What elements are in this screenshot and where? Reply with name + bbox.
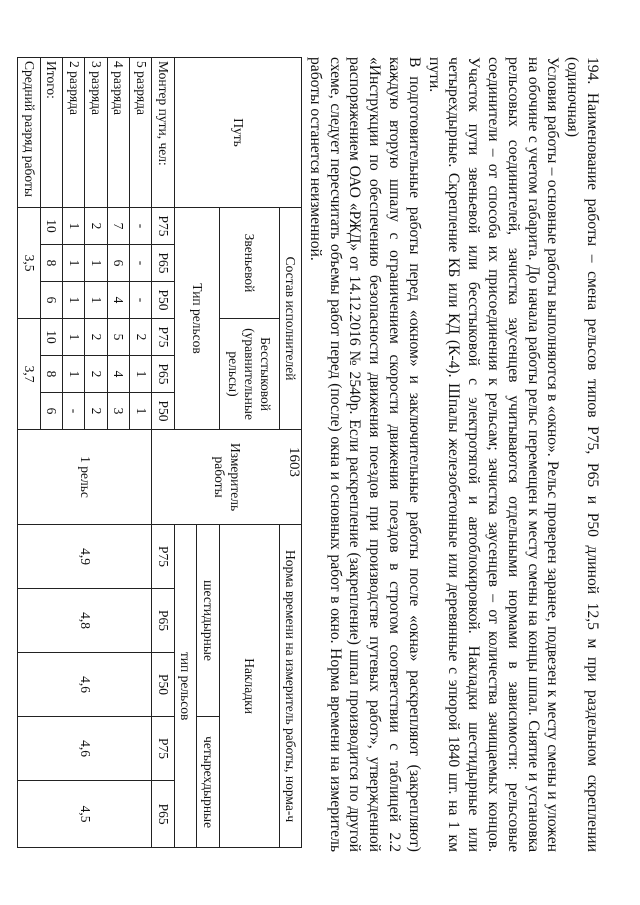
sredniy-value-besstykovoy: 3,7 (18, 319, 41, 430)
work-title: 194. Наименование работы – смена рельсов типов Р75, Р65 и Р50 длиной 12,5 м при раздельном скреплении (одиночная) (564, 57, 601, 852)
row-label-itogo: Итого: (40, 58, 62, 208)
table-cell: 2 (85, 393, 107, 430)
table-cell: - (130, 245, 152, 282)
norma-rail-type-cell: Р75 (152, 717, 174, 781)
norma-value-cell: 4,6 (18, 653, 152, 717)
table-cell: 10 (40, 319, 62, 356)
norma-rail-type-cell: Р75 (152, 525, 174, 589)
header-zvenevoy: Звеньевой (219, 208, 279, 319)
body-text (305, 57, 602, 852)
norma-rail-type-cell: Р50 (152, 653, 174, 717)
table-cell: - (62, 393, 84, 430)
norma-rail-type-cell: Р65 (152, 589, 174, 653)
table-cell: 1 (130, 393, 152, 430)
row-label-monter: Монтер пути, чел: (152, 58, 174, 208)
table-cell: 6 (107, 245, 129, 282)
page-number: 1603 (286, 447, 302, 477)
table-cell: 10 (40, 208, 62, 245)
norma-value-cell: 4,9 (18, 525, 152, 589)
table-cell: 1 (62, 319, 84, 356)
table-cell: 8 (40, 356, 62, 393)
table-cell: 1 (85, 245, 107, 282)
table-cell: 2 (85, 356, 107, 393)
row-label-4: 4 разряда (107, 58, 129, 208)
header-sostav: Состав исполнителей (279, 208, 301, 430)
table-cell: - (130, 208, 152, 245)
sredniy-value-zvenevoy: 3,5 (18, 208, 41, 319)
table-cell: 1 (62, 245, 84, 282)
header-nakladki: Накладки (219, 525, 279, 848)
table-cell: - (130, 282, 152, 319)
izmeritel-value: 1 рельс (18, 430, 152, 525)
norma-rail-type-cell: Р65 (152, 781, 174, 848)
rail-type-cell: Р50 (152, 393, 174, 430)
header-chetyrehdyrnye: четырехдырные (197, 717, 219, 848)
table-cell: 8 (40, 245, 62, 282)
table-cell: 3 (107, 393, 129, 430)
table-cell: 1 (85, 282, 107, 319)
table-cell: 6 (40, 393, 62, 430)
table-cell: 7 (107, 208, 129, 245)
norma-value-cell: 4,5 (18, 781, 152, 848)
table-cell: 4 (107, 282, 129, 319)
header-norma: Норма времени на измеритель работы, норма-ч (279, 525, 301, 848)
table-cell: 2 (130, 319, 152, 356)
rotated-page-content (7, 57, 602, 862)
preparatory-work-note: В подготовительные работы перед «окном» и заключительные работы после «окна» раскрепляют (закрепляют) каждую вторую шпалу с ограничением скорости движения поездов в строгом соответствии с таблицей 2.2 «Инструкции по обеспечению безопасности движения поездов при производстве путевых работ», утвержденной распоряжением ОАО «РЖД» от 14.12.2016 № 2540р. Если раскрепление (закрепление) шпал производится по другой схеме, следует пересчитать объемы работ перед (после) окна и основных работ в окно. Норма времени на измеритель работы останется неизменной. (306, 57, 423, 852)
header-izmeritel: Измеритель работы (152, 430, 302, 525)
rail-type-cell: Р75 (152, 208, 174, 245)
header-tip-relsov-norma: тип рельсов (174, 525, 196, 848)
table-cell: 2 (85, 208, 107, 245)
header-tip-relsov: Тип рельсов (174, 208, 219, 430)
table-cell: 4 (107, 356, 129, 393)
header-put: Путь (174, 58, 301, 208)
row-label-2: 2 разряда (62, 58, 84, 208)
table-cell: 1 (62, 282, 84, 319)
table-cell: 2 (85, 319, 107, 356)
row-label-3: 3 разряда (85, 58, 107, 208)
rail-type-cell: Р75 (152, 319, 174, 356)
row-label-5: 5 разряда (130, 58, 152, 208)
table-cell: 5 (107, 319, 129, 356)
table-cell: 1 (62, 356, 84, 393)
row-label-sredniy: Средний разряд работы (18, 58, 41, 208)
norm-table (17, 57, 302, 848)
norma-value-cell: 4,6 (18, 717, 152, 781)
table-cell: 1 (62, 208, 84, 245)
header-besstykovoy: Бесстыковой (уравнительные рельсы) (219, 319, 279, 430)
table-cell: 1 (130, 356, 152, 393)
table-cell: 6 (40, 282, 62, 319)
norma-value-cell: 4,8 (18, 589, 152, 653)
header-shestidyrnye: шестидырные (197, 525, 219, 717)
work-conditions: Условия работы – основные работы выполняются в «окно». Рельс проверен заранее, подвезен к месту смены и уложен на обочине с учетом габарита. До начала работы рельс перемещен к месту смены на концы шпал. Снятие и установка рельсовых соединителей, зачистка заусенцев учитываются отдельными нормами в зависимости: рельсовые соединители – от способа их присоединения к рельсам; зачистка заусенцев – от количества зачищаемых концов. Участок пути звеньевой или бесстыковой с электротягой и автоблокировкой. Накладки шестидырные или четырехдырные. Скрепление КБ или КД (К-4). Шпалы железобетонные или деревянные с эпюрой 1840 шт. на 1 км пути. (425, 57, 562, 852)
rail-type-cell: Р65 (152, 245, 174, 282)
rail-type-cell: Р50 (152, 282, 174, 319)
rail-type-cell: Р65 (152, 356, 174, 393)
